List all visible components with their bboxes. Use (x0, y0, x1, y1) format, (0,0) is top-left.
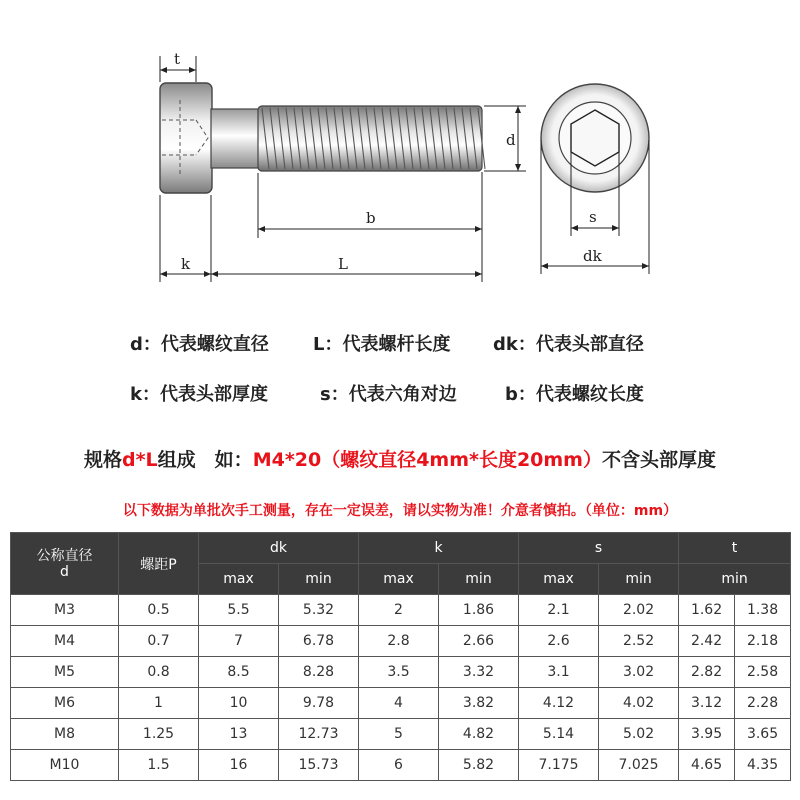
table-cell: 1.38 (735, 595, 791, 626)
legend-d: d：代表螺纹直径 (130, 334, 269, 355)
table-cell: 0.7 (119, 626, 199, 657)
table-cell: 1.5 (119, 750, 199, 781)
table-cell: 2.1 (519, 595, 599, 626)
screw-head (160, 83, 212, 193)
table-cell: 1.62 (679, 595, 735, 626)
screw-technical-drawing (0, 0, 800, 300)
spec-description (0, 445, 800, 472)
table-cell: 5.82 (439, 750, 519, 781)
table-cell: 6 (359, 750, 439, 781)
header-dk-min: min (279, 564, 359, 595)
header-pitch: 螺距P (119, 533, 199, 595)
table-cell: 0.5 (119, 595, 199, 626)
table-cell: 7.175 (519, 750, 599, 781)
table-cell: 3.65 (735, 719, 791, 750)
table-cell: M6 (11, 688, 119, 719)
table-cell: 2.18 (735, 626, 791, 657)
table-cell: 12.73 (279, 719, 359, 750)
table-cell: 2 (359, 595, 439, 626)
table-cell: M4 (11, 626, 119, 657)
table-cell: 5.14 (519, 719, 599, 750)
table-row (11, 750, 791, 781)
label-dk: dk (583, 247, 602, 265)
table-cell: M10 (11, 750, 119, 781)
label-t: t (174, 50, 181, 68)
table-cell: 3.12 (679, 688, 735, 719)
dimension-b (258, 173, 482, 238)
table-cell: 3.1 (519, 657, 599, 688)
table-cell: 8.28 (279, 657, 359, 688)
header-s-max: max (519, 564, 599, 595)
header-s: s (519, 533, 679, 564)
spec-table (10, 532, 791, 781)
legend-row-2 (0, 380, 800, 404)
table-cell: 3.5 (359, 657, 439, 688)
table-row (11, 657, 791, 688)
legend-b: b：代表螺纹长度 (505, 384, 644, 405)
header-dk: dk (199, 533, 359, 564)
table-cell: 4.12 (519, 688, 599, 719)
header-t-min: min (679, 564, 791, 595)
spec-middle: 组成 如： (157, 449, 253, 471)
table-cell: 7 (199, 626, 279, 657)
spec-highlight-dl: d*L (122, 449, 158, 471)
table-cell: 2.42 (679, 626, 735, 657)
legend-s: s：代表六角对边 (320, 384, 457, 405)
table-row (11, 626, 791, 657)
header-t: t (679, 533, 791, 564)
table-cell: M5 (11, 657, 119, 688)
screw-shank (211, 109, 261, 168)
table-cell: 2.02 (599, 595, 679, 626)
table-cell: 2.58 (735, 657, 791, 688)
table-cell: 5 (359, 719, 439, 750)
spec-prefix: 规格 (84, 449, 123, 471)
screw-end-view (541, 84, 649, 192)
label-s: s (589, 208, 597, 226)
label-L: L (338, 255, 348, 273)
table-cell: 1.25 (119, 719, 199, 750)
table-cell: 2.82 (679, 657, 735, 688)
legend-dk: dk：代表头部直径 (493, 334, 644, 355)
header-nominal-label: 公称直径 (36, 547, 93, 564)
table-cell: 9.78 (279, 688, 359, 719)
table-cell: 5.32 (279, 595, 359, 626)
header-k-min: min (439, 564, 519, 595)
dimension-t (160, 50, 196, 82)
legend-k: k：代表头部厚度 (130, 384, 268, 405)
table-cell: 0.8 (119, 657, 199, 688)
screw-thread (258, 106, 485, 171)
label-b: b (366, 209, 376, 227)
dimension-L (211, 172, 482, 282)
table-cell: 4.65 (679, 750, 735, 781)
header-nominal-diameter (11, 533, 119, 595)
table-cell: 7.025 (599, 750, 679, 781)
table-cell: 10 (199, 688, 279, 719)
table-cell: 3.95 (679, 719, 735, 750)
table-row (11, 719, 791, 750)
header-k: k (359, 533, 519, 564)
label-d: d (506, 131, 516, 149)
spec-suffix: 不含头部厚度 (601, 449, 716, 471)
header-dk-max: max (199, 564, 279, 595)
table-cell: 16 (199, 750, 279, 781)
table-cell: 5.5 (199, 595, 279, 626)
table-cell: 2.66 (439, 626, 519, 657)
legend-L: L：代表螺杆长度 (313, 334, 451, 355)
table-cell: 4.02 (599, 688, 679, 719)
header-s-min: min (599, 564, 679, 595)
dimension-k (160, 195, 211, 282)
table-cell: 4.82 (439, 719, 519, 750)
table-cell: 3.32 (439, 657, 519, 688)
table-cell: 1.86 (439, 595, 519, 626)
table-cell: 5.02 (599, 719, 679, 750)
table-cell: 6.78 (279, 626, 359, 657)
spec-example: M4*20（螺纹直径4mm*长度20mm） (252, 449, 602, 471)
table-cell: 2.6 (519, 626, 599, 657)
table-cell: 3.02 (599, 657, 679, 688)
legend-row-1 (0, 330, 800, 354)
header-k-max: max (359, 564, 439, 595)
header-nominal-d: d (60, 563, 69, 580)
dimension-d (484, 106, 526, 171)
measurement-notice: 以下数据为单批次手工测量，存在一定误差，请以实物为准！介意者慎拍。（单位：mm） (122, 503, 678, 519)
table-row (11, 688, 791, 719)
table-cell: M8 (11, 719, 119, 750)
table-cell: 8.5 (199, 657, 279, 688)
table-cell: 2.8 (359, 626, 439, 657)
table-row (11, 595, 791, 626)
table-cell: M3 (11, 595, 119, 626)
table-cell: 13 (199, 719, 279, 750)
table-cell: 1 (119, 688, 199, 719)
table-cell: 2.52 (599, 626, 679, 657)
table-cell: 4.35 (735, 750, 791, 781)
table-cell: 4 (359, 688, 439, 719)
table-cell: 15.73 (279, 750, 359, 781)
table-cell: 3.82 (439, 688, 519, 719)
label-k: k (181, 255, 191, 273)
table-cell: 2.28 (735, 688, 791, 719)
